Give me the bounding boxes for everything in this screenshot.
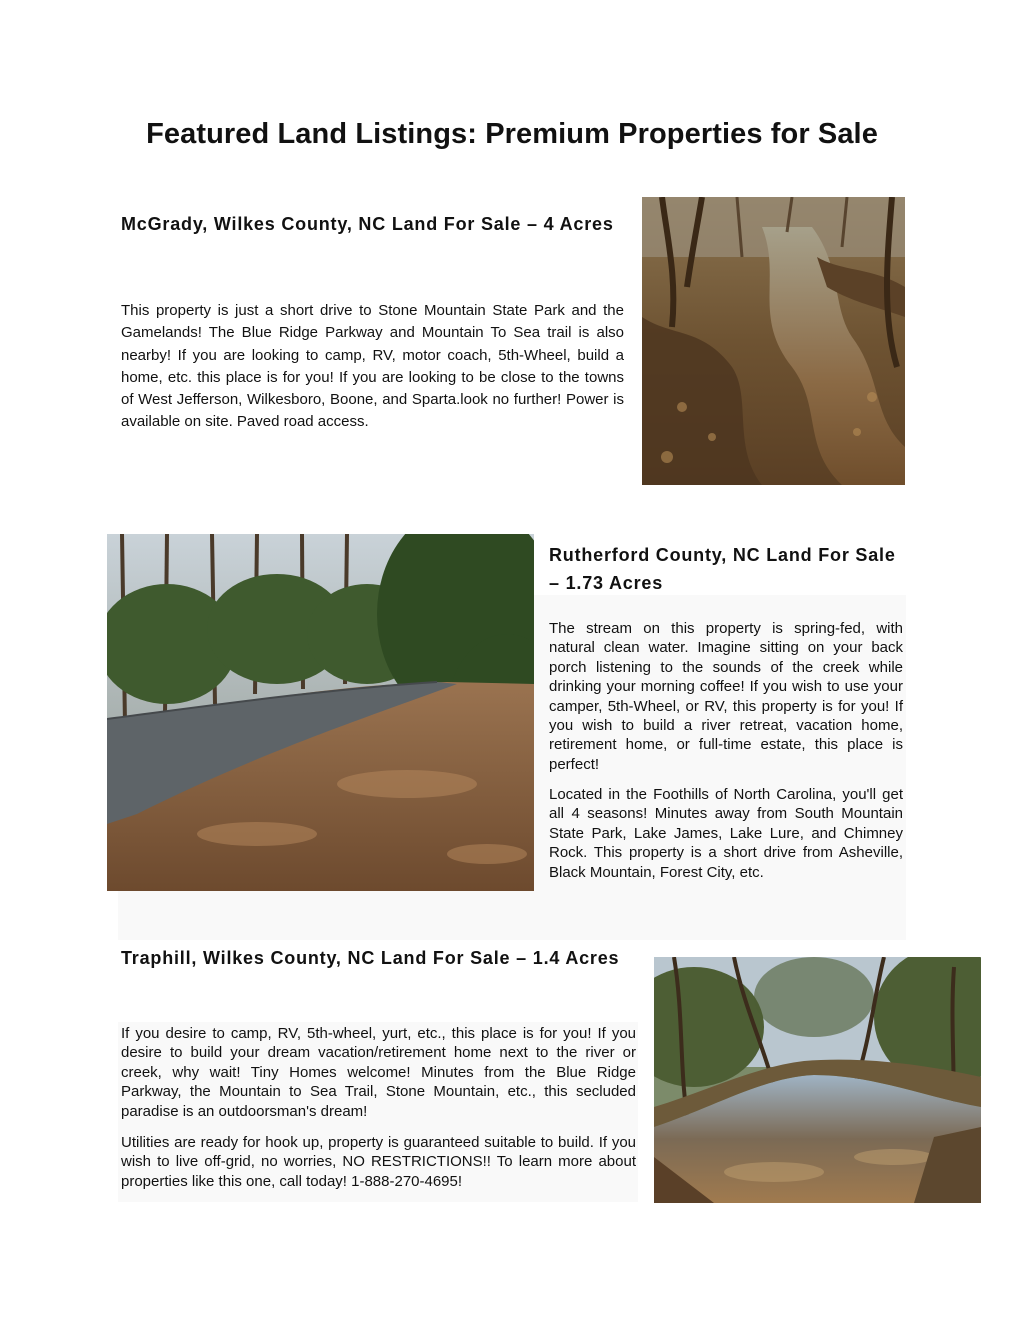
creek-photo-traphill <box>654 957 981 1203</box>
listing-description-rutherford-1: The stream on this property is spring-fed, with natural clean water. Imagine sitting on your back porch listening to the sounds of the creek while drinking your morning coffee! If you wish to use your camper, 5th-Wheel, or RV, this property is for you! If you wish to build a river retreat, vacation home, retirement home, or full-time estate, this place is perfect! <box>549 620 903 773</box>
page-title: Featured Land Listings: Premium Properties for Sale <box>146 118 878 150</box>
road-photo-rutherford <box>107 534 534 891</box>
listing-description-traphill-2: Utilities are ready for hook up, property is guaranteed suitable to build. If you wish to live off-grid, no worries, NO RESTRICTIONS!! To learn more about properties like this one, call today! 1-888-270-4695! <box>121 1134 636 1190</box>
listing-heading-rutherford: Rutherford County, NC Land For Sale – 1.73 Acres <box>549 545 896 593</box>
creek-photo-mcgrady <box>642 197 905 485</box>
listing-description-traphill-1: If you desire to camp, RV, 5th-wheel, yurt, etc., this place is for you! If you desire to build your dream vacation/retirement home next to the river or creek, why wait! Tiny Homes welcome! Minutes from the Blue Ridge Parkway, the Mountain to Sea Trail, Stone Mountain, etc., this secluded paradise is an outdoorsman's dream! <box>121 1025 636 1120</box>
listing-heading-traphill: Traphill, Wilkes County, NC Land For Sale – 1.4 Acres <box>121 948 620 968</box>
listing-description-rutherford-2: Located in the Foothills of North Carolina, you'll get all 4 seasons! Minutes away from South Mountain State Park, Lake James, Lake Lure, and Chimney Rock. This property is a short drive from Asheville, Black Mountain, Forest City, etc. <box>549 786 903 881</box>
listing-description-mcgrady: This property is just a short drive to Stone Mountain State Park and the Gamelands! The Blue Ridge Parkway and Mountain To Sea trail is also nearby! If you are looking to camp, RV, motor coach, 5th-Wheel, build a home, etc. this place is for you! If you are looking to be close to the towns of West Jefferson, Wilkesboro, Boone, and Sparta.look no further! Power is available on site. Paved road access. <box>121 302 624 431</box>
listing-heading-mcgrady: McGrady, Wilkes County, NC Land For Sale – 4 Acres <box>121 214 614 234</box>
